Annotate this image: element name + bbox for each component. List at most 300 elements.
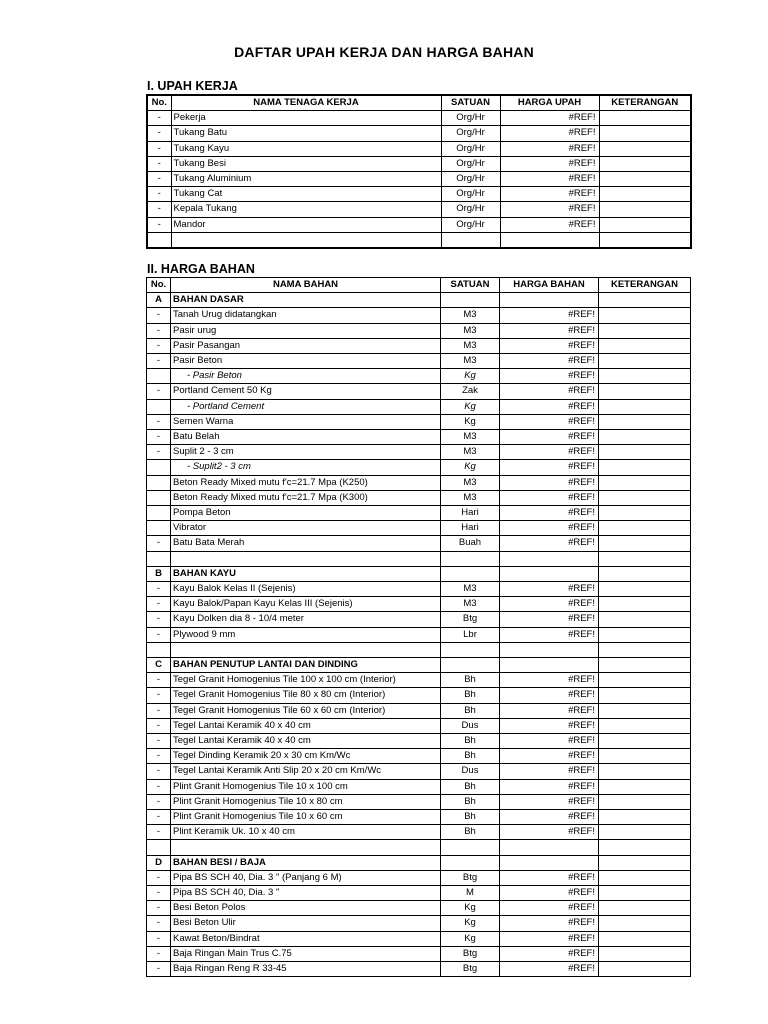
- table-row: [147, 718, 691, 733]
- row-number-cell: -: [147, 962, 171, 977]
- item-name-cell: BAHAN PENUTUP LANTAI DAN DINDING: [171, 658, 441, 673]
- notes-cell: [599, 582, 691, 597]
- table-row: [147, 475, 691, 490]
- item-name-cell: Pekerja: [171, 111, 441, 126]
- unit-cell: Btg: [441, 946, 500, 961]
- row-number-cell: -: [147, 779, 171, 794]
- item-name-cell: Suplit 2 - 3 cm: [171, 445, 441, 460]
- row-number-cell: [147, 369, 171, 384]
- table-row: [147, 217, 691, 232]
- item-name-cell: - Portland Cement: [171, 399, 441, 414]
- table-row: [147, 156, 691, 171]
- table-row: [147, 308, 691, 323]
- column-header-unit: SATUAN: [441, 95, 500, 111]
- price-cell: [500, 232, 599, 248]
- price-cell: #REF!: [500, 810, 599, 825]
- item-name-cell: Portland Cement 50 Kg: [171, 384, 441, 399]
- price-cell: #REF!: [500, 794, 599, 809]
- unit-cell: Buah: [441, 536, 500, 551]
- notes-cell: [599, 810, 691, 825]
- unit-cell: Org/Hr: [441, 217, 500, 232]
- notes-cell: [599, 825, 691, 840]
- unit-cell: M3: [441, 475, 500, 490]
- row-number-cell: -: [147, 886, 171, 901]
- table-row: [147, 521, 691, 536]
- price-cell: #REF!: [500, 703, 599, 718]
- unit-cell: M3: [441, 323, 500, 338]
- item-name-cell: Kayu Balok Kelas II (Sejenis): [171, 582, 441, 597]
- price-cell: #REF!: [500, 369, 599, 384]
- unit-cell: Btg: [441, 962, 500, 977]
- unit-cell: Hari: [441, 521, 500, 536]
- price-cell: #REF!: [500, 323, 599, 338]
- notes-cell: [599, 141, 691, 156]
- table-row: [147, 779, 691, 794]
- table-row: [147, 490, 691, 505]
- item-name-cell: Plint Granit Homogenius Tile 10 x 80 cm: [171, 794, 441, 809]
- notes-cell: [599, 202, 691, 217]
- table-row: [147, 916, 691, 931]
- item-name-cell: Pipa BS SCH 40, Dia. 3 ": [171, 886, 441, 901]
- row-number-cell: -: [147, 612, 171, 627]
- unit-cell: Bh: [441, 703, 500, 718]
- price-cell: #REF!: [500, 582, 599, 597]
- price-cell: [500, 658, 599, 673]
- row-number-cell: [147, 232, 171, 248]
- unit-cell: Kg: [441, 460, 500, 475]
- unit-cell: [441, 232, 500, 248]
- notes-cell: [599, 187, 691, 202]
- row-number-cell: -: [147, 430, 171, 445]
- price-cell: #REF!: [500, 187, 599, 202]
- row-number-cell: -: [147, 582, 171, 597]
- price-cell: #REF!: [500, 946, 599, 961]
- table-row: [147, 673, 691, 688]
- notes-cell: [599, 658, 691, 673]
- table-row: [147, 642, 691, 657]
- column-header-name: NAMA TENAGA KERJA: [171, 95, 441, 111]
- item-name-cell: Tukang Cat: [171, 187, 441, 202]
- table-row: [147, 794, 691, 809]
- unit-cell: M3: [441, 445, 500, 460]
- table-row: [147, 749, 691, 764]
- row-number-cell: -: [147, 688, 171, 703]
- unit-cell: [441, 642, 500, 657]
- price-cell: #REF!: [500, 172, 599, 187]
- item-name-cell: Besi Beton Ulir: [171, 916, 441, 931]
- item-name-cell: Pipa BS SCH 40, Dia. 3 " (Panjang 6 M): [171, 870, 441, 885]
- table-row: [147, 946, 691, 961]
- table-row: [147, 187, 691, 202]
- price-cell: #REF!: [500, 506, 599, 521]
- price-cell: [500, 642, 599, 657]
- price-cell: #REF!: [500, 825, 599, 840]
- unit-cell: Org/Hr: [441, 172, 500, 187]
- item-name-cell: Vibrator: [171, 521, 441, 536]
- table-row: [147, 141, 691, 156]
- row-number-cell: [147, 551, 171, 566]
- table-row: [147, 734, 691, 749]
- unit-cell: Bh: [441, 810, 500, 825]
- unit-cell: Zak: [441, 384, 500, 399]
- notes-cell: [599, 840, 691, 855]
- table-row: [147, 172, 691, 187]
- price-cell: #REF!: [500, 673, 599, 688]
- table-row: [147, 384, 691, 399]
- table-row: [147, 810, 691, 825]
- notes-cell: [599, 156, 691, 171]
- upah-table-header: [147, 95, 691, 111]
- notes-cell: [599, 962, 691, 977]
- price-cell: #REF!: [500, 870, 599, 885]
- notes-cell: [599, 445, 691, 460]
- unit-cell: Kg: [441, 916, 500, 931]
- price-cell: #REF!: [500, 901, 599, 916]
- unit-cell: Bh: [441, 688, 500, 703]
- row-number-cell: -: [147, 946, 171, 961]
- item-name-cell: Kayu Balok/Papan Kayu Kelas III (Sejenis): [171, 597, 441, 612]
- notes-cell: [599, 414, 691, 429]
- notes-cell: [599, 673, 691, 688]
- column-header-price: HARGA UPAH: [500, 95, 599, 111]
- price-cell: #REF!: [500, 962, 599, 977]
- table-row: [147, 597, 691, 612]
- item-name-cell: BAHAN KAYU: [171, 566, 441, 581]
- price-cell: #REF!: [500, 490, 599, 505]
- unit-cell: M3: [441, 430, 500, 445]
- row-number-cell: -: [147, 126, 171, 141]
- item-name-cell: [171, 840, 441, 855]
- unit-cell: Bh: [441, 749, 500, 764]
- notes-cell: [599, 308, 691, 323]
- item-name-cell: - Pasir Beton: [171, 369, 441, 384]
- page-title: DAFTAR UPAH KERJA DAN HARGA BAHAN: [234, 44, 534, 60]
- row-number-cell: -: [147, 111, 171, 126]
- unit-cell: Kg: [441, 414, 500, 429]
- group-header-row: [147, 658, 691, 673]
- unit-cell: Lbr: [441, 627, 500, 642]
- price-cell: #REF!: [500, 764, 599, 779]
- row-number-cell: -: [147, 308, 171, 323]
- price-cell: [500, 855, 599, 870]
- table-row: [147, 536, 691, 551]
- unit-cell: Kg: [441, 931, 500, 946]
- sub-item-row: [147, 460, 691, 475]
- row-number-cell: D: [147, 855, 171, 870]
- price-cell: #REF!: [500, 536, 599, 551]
- notes-cell: [599, 111, 691, 126]
- unit-cell: Kg: [441, 399, 500, 414]
- notes-cell: [599, 232, 691, 248]
- item-name-cell: Besi Beton Polos: [171, 901, 441, 916]
- unit-cell: Org/Hr: [441, 141, 500, 156]
- notes-cell: [599, 475, 691, 490]
- row-number-cell: -: [147, 156, 171, 171]
- row-number-cell: -: [147, 202, 171, 217]
- price-cell: #REF!: [500, 734, 599, 749]
- unit-cell: [441, 551, 500, 566]
- row-number-cell: -: [147, 673, 171, 688]
- unit-cell: Hari: [441, 506, 500, 521]
- row-number-cell: [147, 490, 171, 505]
- unit-cell: Bh: [441, 794, 500, 809]
- price-cell: #REF!: [500, 779, 599, 794]
- price-cell: #REF!: [500, 460, 599, 475]
- item-name-cell: Plint Keramik Uk. 10 x 40 cm: [171, 825, 441, 840]
- notes-cell: [599, 642, 691, 657]
- price-cell: #REF!: [500, 126, 599, 141]
- item-name-cell: Tegel Lantai Keramik 40 x 40 cm: [171, 734, 441, 749]
- unit-cell: Org/Hr: [441, 126, 500, 141]
- row-number-cell: -: [147, 536, 171, 551]
- table-row: [147, 338, 691, 353]
- notes-cell: [599, 855, 691, 870]
- price-cell: #REF!: [500, 111, 599, 126]
- price-cell: #REF!: [500, 445, 599, 460]
- notes-cell: [599, 354, 691, 369]
- notes-cell: [599, 612, 691, 627]
- notes-cell: [599, 627, 691, 642]
- bahan-table-body: [147, 293, 691, 977]
- table-row: [147, 764, 691, 779]
- notes-cell: [599, 126, 691, 141]
- row-number-cell: C: [147, 658, 171, 673]
- notes-cell: [599, 490, 691, 505]
- row-number-cell: -: [147, 749, 171, 764]
- price-cell: #REF!: [500, 141, 599, 156]
- row-number-cell: -: [147, 354, 171, 369]
- unit-cell: Btg: [441, 870, 500, 885]
- unit-cell: [441, 658, 500, 673]
- table-row: [147, 825, 691, 840]
- notes-cell: [599, 901, 691, 916]
- unit-cell: Kg: [441, 369, 500, 384]
- item-name-cell: Baja Ringan Reng R 33-45: [171, 962, 441, 977]
- sub-item-row: [147, 369, 691, 384]
- unit-cell: Btg: [441, 612, 500, 627]
- column-header-unit: SATUAN: [441, 278, 500, 293]
- price-cell: #REF!: [500, 612, 599, 627]
- row-number-cell: -: [147, 414, 171, 429]
- row-number-cell: [147, 475, 171, 490]
- section-heading-upah: I. UPAH KERJA: [147, 79, 238, 93]
- notes-cell: [599, 916, 691, 931]
- row-number-cell: [147, 521, 171, 536]
- unit-cell: M3: [441, 490, 500, 505]
- unit-cell: [441, 840, 500, 855]
- item-name-cell: Plint Granit Homogenius Tile 10 x 100 cm: [171, 779, 441, 794]
- table-row: [147, 232, 691, 248]
- item-name-cell: Plywood 9 mm: [171, 627, 441, 642]
- row-number-cell: [147, 460, 171, 475]
- row-number-cell: [147, 642, 171, 657]
- unit-cell: [441, 566, 500, 581]
- unit-cell: Org/Hr: [441, 187, 500, 202]
- notes-cell: [599, 779, 691, 794]
- item-name-cell: Tegel Dinding Keramik 20 x 30 cm Km/Wc: [171, 749, 441, 764]
- column-header-no: No.: [147, 278, 171, 293]
- item-name-cell: Pasir Beton: [171, 354, 441, 369]
- table-row: [147, 506, 691, 521]
- notes-cell: [599, 536, 691, 551]
- item-name-cell: Beton Ready Mixed mutu f'c=21.7 Mpa (K300): [171, 490, 441, 505]
- table-row: [147, 703, 691, 718]
- notes-cell: [599, 521, 691, 536]
- table-row: [147, 931, 691, 946]
- notes-cell: [599, 794, 691, 809]
- row-number-cell: -: [147, 141, 171, 156]
- notes-cell: [599, 566, 691, 581]
- notes-cell: [599, 597, 691, 612]
- unit-cell: Org/Hr: [441, 202, 500, 217]
- notes-cell: [599, 172, 691, 187]
- price-cell: #REF!: [500, 430, 599, 445]
- unit-cell: M3: [441, 582, 500, 597]
- item-name-cell: Tukang Besi: [171, 156, 441, 171]
- table-row: [147, 870, 691, 885]
- item-name-cell: Tanah Urug didatangkan: [171, 308, 441, 323]
- notes-cell: [599, 430, 691, 445]
- notes-cell: [599, 217, 691, 232]
- item-name-cell: Beton Ready Mixed mutu f'c=21.7 Mpa (K250): [171, 475, 441, 490]
- table-row: [147, 840, 691, 855]
- notes-cell: [599, 399, 691, 414]
- row-number-cell: -: [147, 217, 171, 232]
- item-name-cell: Tegel Granit Homogenius Tile 80 x 80 cm (Interior): [171, 688, 441, 703]
- table-row: [147, 886, 691, 901]
- notes-cell: [599, 718, 691, 733]
- table-row: [147, 551, 691, 566]
- price-cell: #REF!: [500, 749, 599, 764]
- unit-cell: Dus: [441, 718, 500, 733]
- row-number-cell: -: [147, 187, 171, 202]
- notes-cell: [599, 460, 691, 475]
- item-name-cell: Batu Bata Merah: [171, 536, 441, 551]
- price-cell: #REF!: [500, 156, 599, 171]
- table-row: [147, 445, 691, 460]
- item-name-cell: Mandor: [171, 217, 441, 232]
- price-cell: #REF!: [500, 217, 599, 232]
- price-cell: #REF!: [500, 886, 599, 901]
- item-name-cell: [171, 642, 441, 657]
- item-name-cell: Baja Ringan Main Trus C.75: [171, 946, 441, 961]
- table-row: [147, 627, 691, 642]
- notes-cell: [599, 338, 691, 353]
- item-name-cell: Kayu Dolken dia 8 - 10/4 meter: [171, 612, 441, 627]
- price-cell: #REF!: [500, 475, 599, 490]
- table-row: [147, 414, 691, 429]
- unit-cell: M3: [441, 597, 500, 612]
- row-number-cell: -: [147, 703, 171, 718]
- item-name-cell: [171, 232, 441, 248]
- price-cell: #REF!: [500, 399, 599, 414]
- upah-table: [146, 94, 692, 249]
- table-row: [147, 126, 691, 141]
- row-number-cell: -: [147, 931, 171, 946]
- row-number-cell: B: [147, 566, 171, 581]
- bahan-table: [146, 277, 691, 977]
- row-number-cell: -: [147, 597, 171, 612]
- price-cell: [500, 566, 599, 581]
- unit-cell: Bh: [441, 825, 500, 840]
- price-cell: #REF!: [500, 688, 599, 703]
- unit-cell: M3: [441, 308, 500, 323]
- table-row: [147, 612, 691, 627]
- row-number-cell: -: [147, 916, 171, 931]
- unit-cell: M3: [441, 338, 500, 353]
- notes-cell: [599, 870, 691, 885]
- item-name-cell: Tegel Granit Homogenius Tile 100 x 100 cm (Interior): [171, 673, 441, 688]
- notes-cell: [599, 946, 691, 961]
- table-row: [147, 111, 691, 126]
- notes-cell: [599, 734, 691, 749]
- price-cell: #REF!: [500, 521, 599, 536]
- item-name-cell: Pompa Beton: [171, 506, 441, 521]
- unit-cell: Bh: [441, 673, 500, 688]
- row-number-cell: -: [147, 764, 171, 779]
- section-heading-bahan: II. HARGA BAHAN: [147, 262, 255, 276]
- table-row: [147, 323, 691, 338]
- row-number-cell: -: [147, 718, 171, 733]
- unit-cell: Org/Hr: [441, 111, 500, 126]
- group-header-row: [147, 855, 691, 870]
- item-name-cell: Batu Belah: [171, 430, 441, 445]
- notes-cell: [599, 384, 691, 399]
- price-cell: #REF!: [500, 338, 599, 353]
- price-cell: #REF!: [500, 308, 599, 323]
- price-cell: #REF!: [500, 202, 599, 217]
- item-name-cell: Pasir urug: [171, 323, 441, 338]
- notes-cell: [599, 369, 691, 384]
- row-number-cell: -: [147, 338, 171, 353]
- row-number-cell: -: [147, 627, 171, 642]
- item-name-cell: Tukang Aluminium: [171, 172, 441, 187]
- row-number-cell: -: [147, 870, 171, 885]
- notes-cell: [599, 293, 691, 308]
- notes-cell: [599, 886, 691, 901]
- price-cell: #REF!: [500, 414, 599, 429]
- price-cell: #REF!: [500, 931, 599, 946]
- price-cell: #REF!: [500, 627, 599, 642]
- notes-cell: [599, 764, 691, 779]
- price-cell: #REF!: [500, 916, 599, 931]
- item-name-cell: Tegel Lantai Keramik Anti Slip 20 x 20 cm Km/Wc: [171, 764, 441, 779]
- price-cell: [500, 840, 599, 855]
- price-cell: #REF!: [500, 354, 599, 369]
- table-row: [147, 688, 691, 703]
- row-number-cell: [147, 840, 171, 855]
- item-name-cell: Tegel Granit Homogenius Tile 60 x 60 cm (Interior): [171, 703, 441, 718]
- column-header-price: HARGA BAHAN: [500, 278, 599, 293]
- notes-cell: [599, 323, 691, 338]
- notes-cell: [599, 688, 691, 703]
- item-name-cell: Semen Warna: [171, 414, 441, 429]
- price-cell: #REF!: [500, 718, 599, 733]
- unit-cell: Bh: [441, 779, 500, 794]
- row-number-cell: -: [147, 810, 171, 825]
- unit-cell: Kg: [441, 901, 500, 916]
- table-row: [147, 901, 691, 916]
- item-name-cell: Tukang Kayu: [171, 141, 441, 156]
- table-row: [147, 962, 691, 977]
- notes-cell: [599, 551, 691, 566]
- row-number-cell: -: [147, 825, 171, 840]
- unit-cell: Dus: [441, 764, 500, 779]
- unit-cell: Org/Hr: [441, 156, 500, 171]
- price-cell: #REF!: [500, 597, 599, 612]
- notes-cell: [599, 749, 691, 764]
- item-name-cell: Pasir Pasangan: [171, 338, 441, 353]
